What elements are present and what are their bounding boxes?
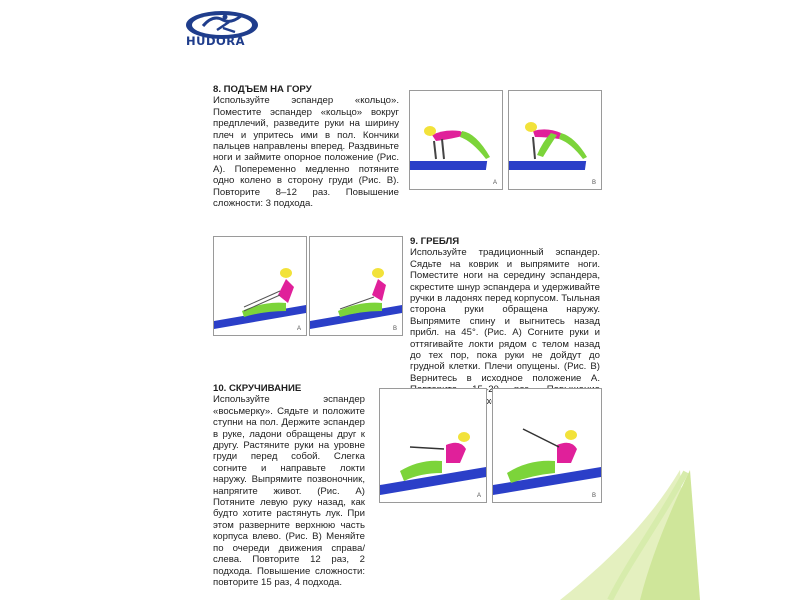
- figure-label: A: [476, 493, 481, 499]
- section-9-body: Используйте традиционный эспандер. Сядьте на коврик и выпрямите ноги. Поместите ноги на середину эспандера, скрестите шнур эспандера и удерживайте ручки в ладонях перед корпусом. Тыльная сторона руки обращена наружу. Выпрямите спину и выгнитесь назад прибл. на 45°. (Рис. А) Согните руки и оттягивайте локти рядом с телом назад до тех пор, пока руки не дойдут до грудной клетки. Плечи опущены. (Рис. В) Вернитесь в исходное положение А. подхода.: [410, 247, 600, 407]
- figure-10b: [492, 388, 602, 503]
- figure-label: B: [591, 493, 596, 499]
- section-10-heading: 10. СКРУЧИВАНИЕ: [213, 383, 302, 394]
- section-10-body: Используйте эспандер «восьмерку». Сядьте и положите ступни на пол. Держите эспандер в руке, ладони обращены друг к другу. Растяните руки на уровне груди перед собой. Слегка согните и направьте локти наружу. Выпрямите позвоночник, напрягите живот. (Рис. А) Потяните левую руку назад, как будто хотите растянуть лук. При этом разверните верхнюю часть корпуса влево. (Рис. В) Меняйте по очереди движения справа/слева. Повторите 12 раз, 2 подхода. Повышение сложности: повторите 15 раз, 4 подхода.: [213, 394, 365, 588]
- section-8-heading: 8. ПОДЪЕМ НА ГОРУ: [213, 84, 312, 95]
- figure-8a: [409, 90, 503, 190]
- figure-10a: [379, 388, 487, 503]
- section-9-text: [410, 236, 600, 407]
- figure-label: B: [392, 326, 397, 332]
- section-8-text: [213, 84, 399, 209]
- figure-label: B: [591, 180, 596, 186]
- figure-9a: [213, 236, 307, 336]
- figure-label: A: [296, 326, 301, 332]
- brand-name: HUDORA: [186, 34, 246, 48]
- section-9-heading: 9. ГРЕБЛЯ: [410, 236, 460, 247]
- section-8-body: Используйте эспандер «кольцо». Поместите эспандер «кольцо» вокруг предплечий, разведите руки на ширину плеч и упритесь ими в пол. Кончики пальцев направлены вперед. Раздвиньте ноги и займите опорное положение (Рис. А). Попеременно медленно потяните одно колено в сторону груди (Рис. В). Повторите 8–12 раз. Повышение сложности: 3 подхода.: [213, 95, 399, 210]
- figure-9b: [309, 236, 403, 336]
- figure-8b: [508, 90, 602, 190]
- section-10-text: [213, 383, 365, 588]
- figure-label: A: [492, 180, 497, 186]
